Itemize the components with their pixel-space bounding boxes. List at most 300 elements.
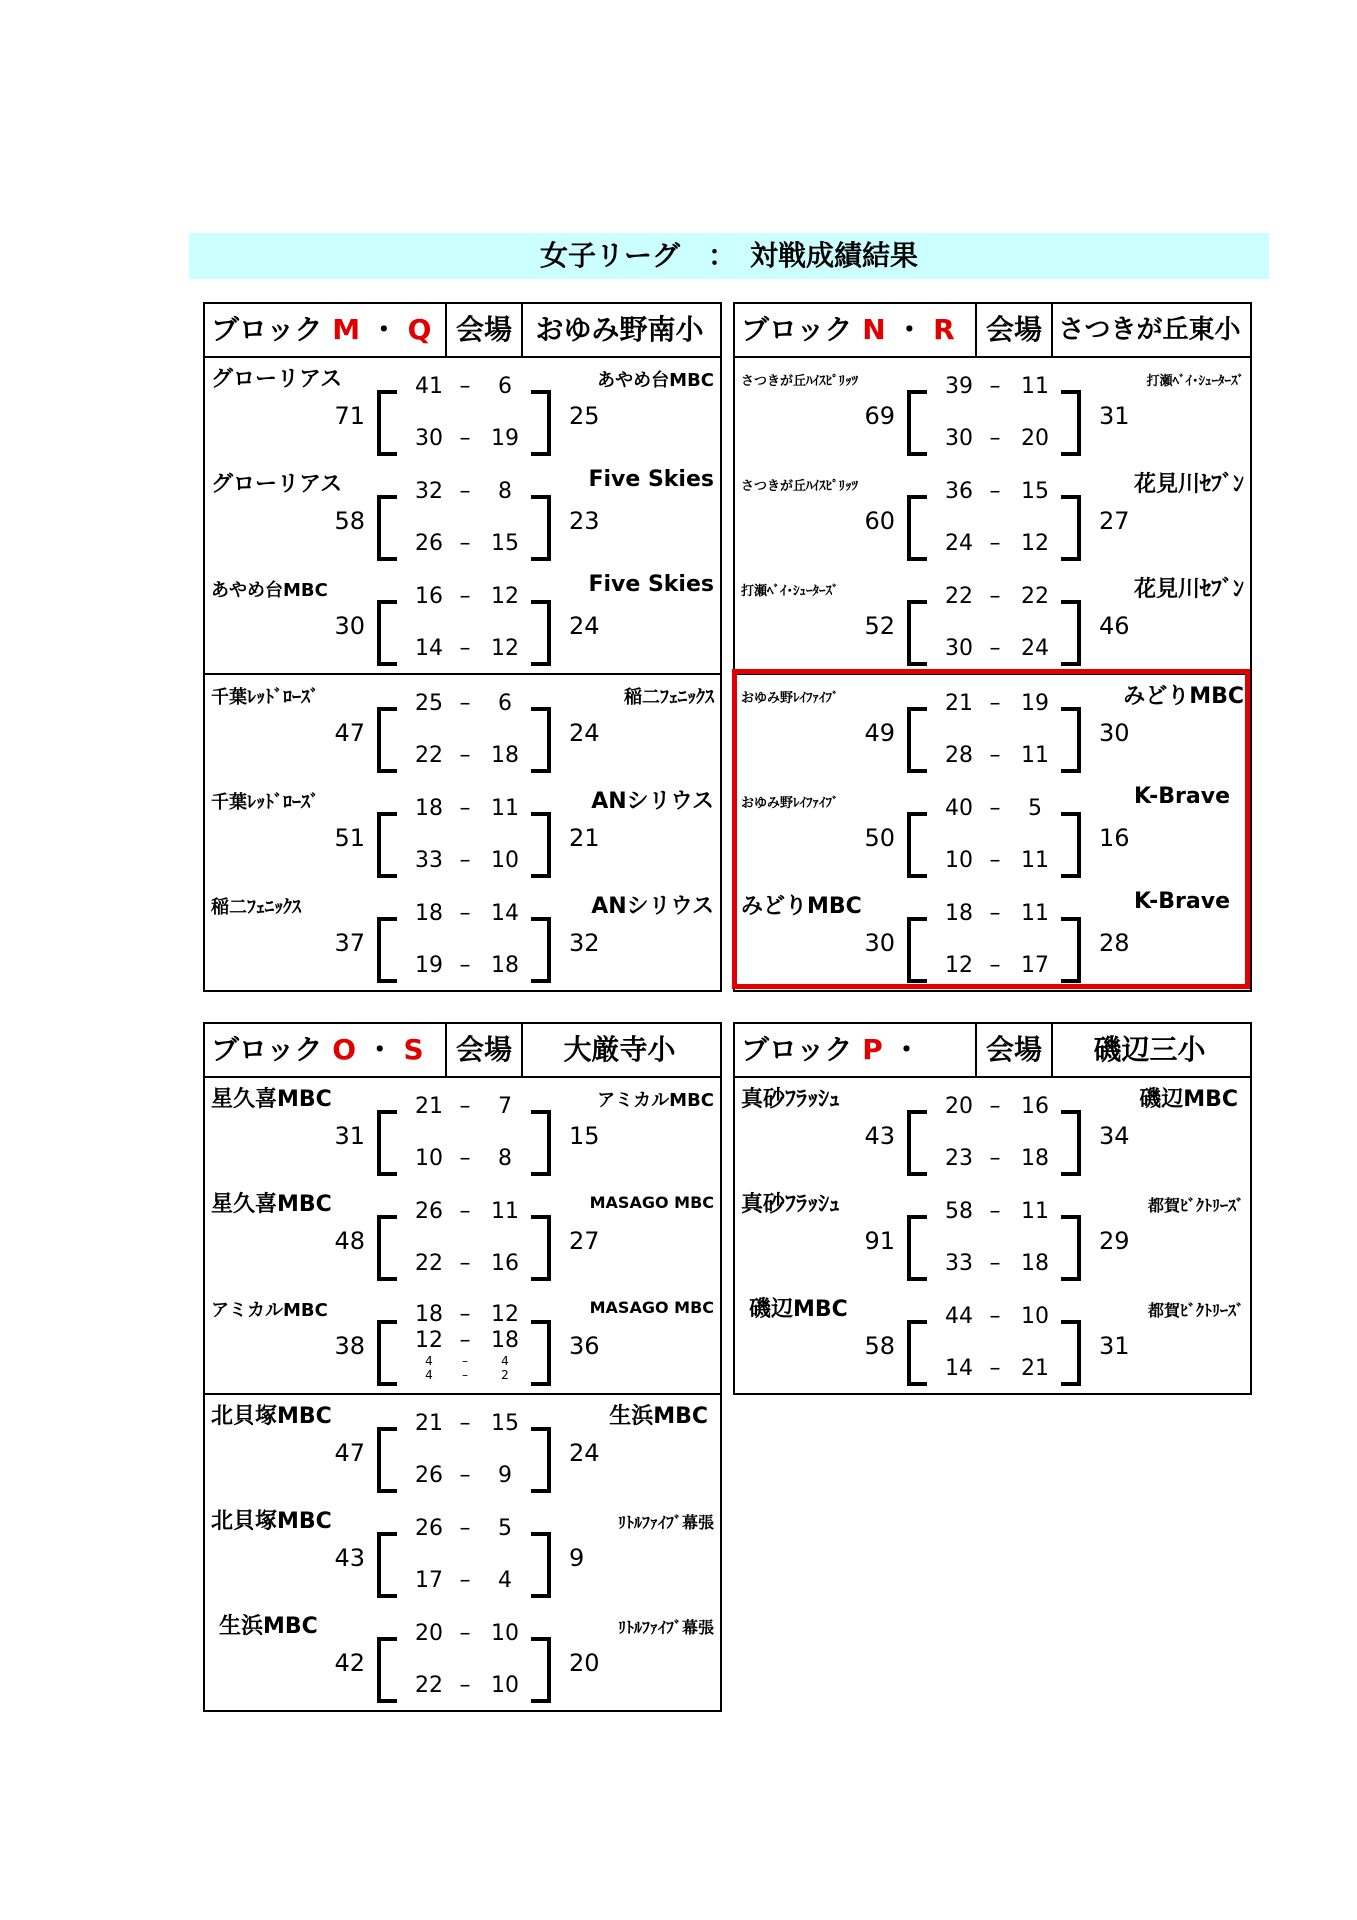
home-score: 71 [334,402,365,430]
right-bracket [1061,1110,1081,1176]
period-score: 18 [1021,1251,1049,1276]
venue-name: おゆみ野南小 [535,313,704,346]
home-score: 58 [864,1332,895,1360]
block-letter: S [403,1033,424,1066]
period-score: 19 [491,426,519,451]
block-letter: O [332,1033,357,1066]
period-score: 10 [1021,1304,1049,1329]
away-team: ANシリウス [591,789,714,814]
away-team: MASAGO MBC [589,1298,714,1317]
left-bracket [377,1320,397,1386]
period-score: 24 [1021,636,1049,661]
period-score: 30 [945,636,973,661]
dash: – [459,1463,471,1488]
period-score: 58 [945,1199,973,1224]
home-team: さつきが丘ﾊｲｽﾋﾟﾘｯﾂ [741,479,859,494]
period-score: 11 [1021,901,1049,926]
period-score: 17 [415,1568,443,1593]
period-score: 10 [491,1673,519,1698]
home-team: みどりMBC [741,894,862,919]
period-score: 14 [491,901,519,926]
match [205,885,720,990]
dash: – [459,374,471,399]
dash: – [459,479,471,504]
period-score: 22 [415,1251,443,1276]
dash: – [989,691,1001,716]
right-bracket [531,1215,551,1281]
dash: – [989,1199,1001,1224]
dash: – [459,531,471,556]
dash: – [989,584,1001,609]
dash: – [459,1411,471,1436]
away-team: Five Skies [588,467,714,492]
venue-label: 会場 [445,304,523,356]
away-score: 34 [1099,1122,1130,1150]
dash: – [989,374,1001,399]
away-score: 30 [1099,719,1130,747]
away-score: 20 [569,1649,600,1677]
dash: – [989,743,1001,768]
away-team: 花見川ｾﾌﾞﾝ [1133,577,1244,602]
block-label-cell [741,1024,973,1076]
dash: – [459,426,471,451]
dash: – [459,743,471,768]
match [735,1288,1250,1393]
period-score: 10 [945,848,973,873]
dash: – [459,1673,471,1698]
period-score: 22 [415,1673,443,1698]
home-score: 49 [864,719,895,747]
period-score: 12 [945,953,973,978]
match [205,1288,720,1393]
period-score: 32 [415,479,443,504]
block-header [205,304,720,358]
away-team: MASAGO MBC [589,1193,714,1212]
period-score: 33 [945,1251,973,1276]
home-score: 30 [864,929,895,957]
right-bracket [1061,1320,1081,1386]
home-score: 52 [864,612,895,640]
match [205,1395,720,1500]
period-score: 33 [415,848,443,873]
away-team: ﾘﾄﾙﾌｧｲﾌﾞ幕張 [617,1513,714,1532]
block-header [735,1024,1250,1078]
away-team: 花見川ｾﾌﾞﾝ [1133,472,1244,497]
period-score: 9 [498,1463,512,1488]
period-score: 18 [1021,1146,1049,1171]
away-score: 24 [569,612,600,640]
dash: – [459,691,471,716]
match [205,1500,720,1605]
away-score: 21 [569,824,600,852]
page-title: 女子リーグ ： 対戦成績結果 [189,233,1269,279]
dash: – [989,901,1001,926]
block-dot: ・ [369,313,398,346]
period-score: 41 [415,374,443,399]
period-score: 18 [415,901,443,926]
period-score: 11 [1021,1199,1049,1224]
block-letter: N [862,313,886,346]
home-team: 星久喜MBC [211,1192,332,1217]
left-bracket [907,1110,927,1176]
block-label: ブロック [211,1033,323,1066]
match [735,1183,1250,1288]
right-bracket [531,1532,551,1598]
venue-name: 大厳寺小 [563,1033,676,1066]
home-team: 北貝塚MBC [211,1404,332,1429]
left-bracket [907,390,927,456]
home-team: おゆみ野ﾚｲﾌｧｲﾌﾞ [741,796,839,811]
away-team: K-Brave [1134,889,1230,914]
period-score: 44 [945,1304,973,1329]
away-score: 32 [569,929,600,957]
dash: – [459,1621,471,1646]
period-score: 24 [945,531,973,556]
block-letter: M [332,313,361,346]
left-bracket [377,600,397,666]
period-score: 39 [945,374,973,399]
home-score: 58 [334,507,365,535]
away-team: ﾘﾄﾙﾌｧｲﾌﾞ幕張 [617,1618,714,1637]
right-bracket [531,1110,551,1176]
period-score: 11 [1021,743,1049,768]
away-score: 24 [569,1439,600,1467]
dash: – [459,1302,471,1327]
dash: – [459,1199,471,1224]
dash: – [462,1368,468,1382]
left-bracket [907,600,927,666]
dash: – [459,1146,471,1171]
match-group [205,673,720,990]
match [205,1605,720,1710]
match [205,675,720,780]
home-score: 69 [864,402,895,430]
period-score: 10 [491,848,519,873]
period-score: 21 [945,691,973,716]
away-score: 24 [569,719,600,747]
period-score: 25 [415,691,443,716]
right-bracket [1061,390,1081,456]
period-score: 6 [498,691,512,716]
period-score: 22 [945,584,973,609]
home-score: 60 [864,507,895,535]
right-bracket [531,390,551,456]
dash: – [459,636,471,661]
block-p [733,1022,1252,1395]
home-score: 38 [334,1332,365,1360]
home-score: 42 [334,1649,365,1677]
match [735,358,1250,463]
right-bracket [531,1637,551,1703]
dash: – [989,426,1001,451]
away-team: 稲二ﾌｪﾆｯｸｽ [624,687,714,708]
home-score: 47 [334,1439,365,1467]
block-dot: ・ [892,1033,921,1066]
away-score: 16 [1099,824,1130,852]
dash: – [459,1568,471,1593]
away-score: 25 [569,402,600,430]
period-score: 26 [415,1199,443,1224]
home-team: おゆみ野ﾚｲﾌｧｲﾌﾞ [741,691,839,706]
dash: – [459,953,471,978]
venue-name: さつきが丘東小 [1058,315,1241,345]
away-team: 都賀ﾋﾞｸﾄﾘｰｽﾞ [1147,1196,1244,1215]
period-score: 17 [1021,953,1049,978]
dash: – [459,584,471,609]
dash: – [989,531,1001,556]
period-score: 12 [491,1302,519,1327]
home-team: あやめ台MBC [211,580,328,601]
left-bracket [377,812,397,878]
right-bracket [531,707,551,773]
period-score: 30 [415,426,443,451]
period-score: 28 [945,743,973,768]
right-bracket [531,812,551,878]
period-score: 21 [1021,1356,1049,1381]
period-score: 4 [498,1568,512,1593]
right-bracket [531,600,551,666]
away-team: 生浜MBC [609,1404,708,1429]
block-letter: R [933,313,955,346]
home-score: 43 [864,1122,895,1150]
block-label-cell [211,304,443,356]
period-score: 18 [945,901,973,926]
right-bracket [1061,600,1081,666]
left-bracket [377,1110,397,1176]
period-score: 10 [491,1621,519,1646]
highlight-box [732,669,1250,989]
right-bracket [531,495,551,561]
period-score: 18 [491,1328,519,1353]
period-score: 8 [498,479,512,504]
period-score: 22 [415,743,443,768]
away-score: 27 [569,1227,600,1255]
period-score: 18 [415,796,443,821]
home-team: グローリアス [211,367,343,392]
block-label: ブロック [741,313,853,346]
match [205,1183,720,1288]
match-group [205,1078,720,1393]
period-score: 18 [491,953,519,978]
dash: – [459,1251,471,1276]
home-team: 稲二ﾌｪﾆｯｸｽ [211,897,301,918]
match [205,780,720,885]
away-score: 28 [1099,929,1130,957]
away-score: 46 [1099,612,1130,640]
dash: – [989,479,1001,504]
period-score: 14 [415,636,443,661]
home-score: 50 [864,824,895,852]
away-score: 23 [569,507,600,535]
dash: – [989,848,1001,873]
dash: – [459,796,471,821]
away-score: 36 [569,1332,600,1360]
period-score: 16 [1021,1094,1049,1119]
home-team: 生浜MBC [219,1614,318,1639]
away-score: 15 [569,1122,600,1150]
away-team: あやめ台MBC [597,370,714,391]
home-team: 打瀬ﾍﾞｲ･ｼｭｰﾀｰｽﾞ [741,584,839,599]
home-team: 磯辺MBC [749,1297,848,1322]
left-bracket [377,495,397,561]
away-score: 9 [569,1544,585,1572]
period-score: 5 [1028,796,1042,821]
home-score: 48 [334,1227,365,1255]
period-score: 12 [1021,531,1049,556]
period-score: 23 [945,1146,973,1171]
period-score: 12 [491,636,519,661]
dash: – [989,636,1001,661]
dash: – [459,1328,471,1353]
match [735,463,1250,568]
period-score: 22 [1021,584,1049,609]
right-bracket [531,1320,551,1386]
home-team: 真砂ﾌﾗｯｼｭ [741,1192,841,1217]
period-score: 20 [1021,426,1049,451]
left-bracket [907,1215,927,1281]
left-bracket [377,1215,397,1281]
period-score: 4 [425,1368,433,1382]
home-score: 43 [334,1544,365,1572]
block-label: ブロック [741,1033,853,1066]
period-score: 11 [1021,848,1049,873]
period-score: 26 [415,531,443,556]
left-bracket [907,495,927,561]
left-bracket [377,1637,397,1703]
left-bracket [377,917,397,983]
home-score: 31 [334,1122,365,1150]
period-score: 11 [491,1199,519,1224]
period-score: 2 [501,1368,509,1382]
dash: – [989,796,1001,821]
away-score: 31 [1099,402,1130,430]
left-bracket [377,1427,397,1493]
dash: – [989,1251,1001,1276]
block-header [735,304,1250,358]
match [735,568,1250,673]
home-team: 千葉ﾚｯﾄﾞﾛｰｽﾞ [211,687,319,708]
period-score: 19 [1021,691,1049,716]
block-o-s [203,1022,722,1712]
right-bracket [1061,1215,1081,1281]
away-score: 29 [1099,1227,1130,1255]
away-team: Five Skies [588,572,714,597]
period-score: 11 [1021,374,1049,399]
left-bracket [377,707,397,773]
period-score: 5 [498,1516,512,1541]
dash: – [989,953,1001,978]
match [205,358,720,463]
home-score: 47 [334,719,365,747]
home-team: グローリアス [211,472,343,497]
block-label-cell [741,304,973,356]
home-team: 千葉ﾚｯﾄﾞﾛｰｽﾞ [211,792,319,813]
period-score: 26 [415,1463,443,1488]
period-score: 12 [491,584,519,609]
dash: – [459,901,471,926]
dash: – [989,1356,1001,1381]
home-score: 51 [334,824,365,852]
home-team: 星久喜MBC [211,1087,332,1112]
venue-label: 会場 [445,1024,523,1076]
left-bracket [907,1320,927,1386]
period-score: 16 [491,1251,519,1276]
period-score: 26 [415,1516,443,1541]
home-score: 37 [334,929,365,957]
period-score: 8 [498,1146,512,1171]
block-letter: P [862,1033,883,1066]
away-team: 都賀ﾋﾞｸﾄﾘｰｽﾞ [1147,1301,1244,1320]
right-bracket [531,1427,551,1493]
match-group [205,1393,720,1710]
period-score: 21 [415,1411,443,1436]
period-score: 30 [945,426,973,451]
right-bracket [1061,495,1081,561]
away-team: みどりMBC [1123,684,1244,709]
period-score: 16 [415,584,443,609]
dash: – [459,1094,471,1119]
period-score: 15 [1021,479,1049,504]
period-score: 36 [945,479,973,504]
dash: – [459,1516,471,1541]
match-group [735,1078,1250,1393]
left-bracket [377,1532,397,1598]
dash: – [989,1094,1001,1119]
venue-label: 会場 [975,304,1053,356]
match [735,1078,1250,1183]
period-score: 10 [415,1146,443,1171]
period-score: 4 [501,1354,509,1368]
venue-name: 磯辺三小 [1093,1033,1206,1066]
period-score: 15 [491,531,519,556]
match [205,463,720,568]
period-score: 20 [945,1094,973,1119]
period-score: 7 [498,1094,512,1119]
home-score: 91 [864,1227,895,1255]
period-score: 21 [415,1094,443,1119]
away-score: 31 [1099,1332,1130,1360]
home-team: 真砂ﾌﾗｯｼｭ [741,1087,841,1112]
block-header [205,1024,720,1078]
dash: – [462,1354,468,1368]
block-m-q [203,302,722,992]
block-letter: Q [407,313,432,346]
match [205,1078,720,1183]
match-group [205,358,720,673]
home-score: 30 [334,612,365,640]
home-team: 北貝塚MBC [211,1509,332,1534]
away-team: ANシリウス [591,894,714,919]
block-dot: ・ [895,313,924,346]
period-score: 11 [491,796,519,821]
period-score: 40 [945,796,973,821]
away-team: 磯辺MBC [1139,1087,1238,1112]
right-bracket [531,917,551,983]
left-bracket [377,390,397,456]
dash: – [459,848,471,873]
period-score: 14 [945,1356,973,1381]
away-team: K-Brave [1134,784,1230,809]
venue-label: 会場 [975,1024,1053,1076]
match-group [735,358,1250,673]
period-score: 20 [415,1621,443,1646]
away-score: 27 [1099,507,1130,535]
match [205,568,720,673]
home-team: アミカルMBC [211,1300,328,1321]
block-dot: ・ [365,1033,394,1066]
block-label-cell [211,1024,443,1076]
period-score: 12 [415,1328,443,1353]
